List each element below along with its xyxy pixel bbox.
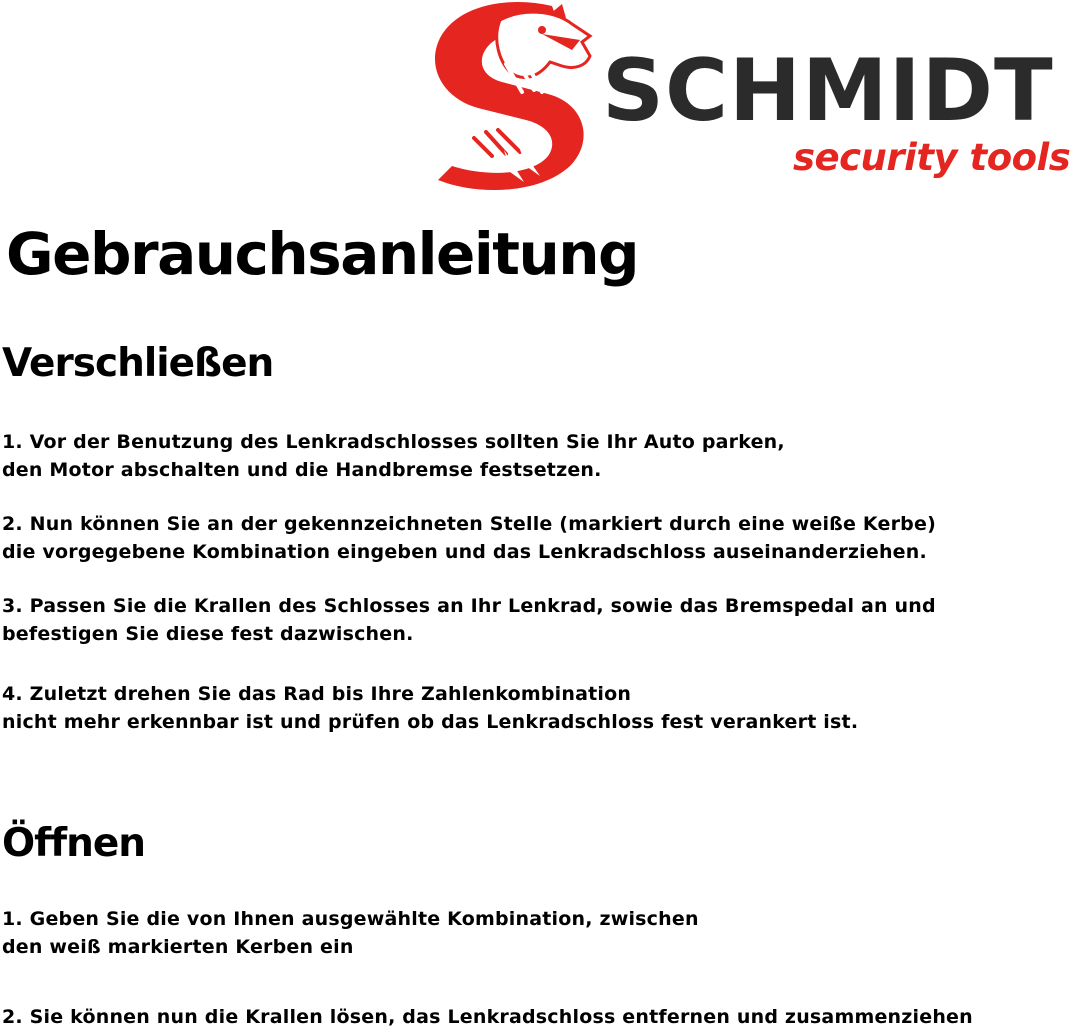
step-open-2 (2, 1003, 973, 1031)
step-open-1 (2, 905, 699, 961)
step-line: den Motor abschalten und die Handbremse festsetzen. (2, 459, 602, 481)
step-line: 3. Passen Sie die Krallen des Schlosses an Ihr Lenkrad, sowie das Bremspedal an und (2, 595, 936, 617)
step-lock-4 (2, 680, 858, 736)
step-lock-1 (2, 428, 785, 484)
step-line: den weiß markierten Kerben ein (2, 936, 354, 958)
section-heading-verschliessen: Verschließen (2, 341, 274, 386)
step-line: 1. Geben Sie die von Ihnen ausgewählte Kombination, zwischen (2, 908, 699, 930)
document-title: Gebrauchsanleitung (6, 220, 639, 288)
step-line: 4. Zuletzt drehen Sie das Rad bis Ihre Zahlenkombination (2, 683, 632, 705)
brand-name: SCHMIDT (602, 41, 1054, 141)
section-heading-oeffnen: Öffnen (2, 821, 146, 866)
brand-logo (430, 0, 1080, 195)
step-line: nicht mehr erkennbar ist und prüfen ob das Lenkradschloss fest verankert ist. (2, 711, 859, 733)
step-lock-2 (2, 510, 936, 566)
step-line: 2. Sie können nun die Krallen lösen, das Lenkradschloss entfernen und zusammenziehen (2, 1006, 973, 1028)
step-line: befestigen Sie diese fest dazwischen. (2, 623, 414, 645)
step-line: 2. Nun können Sie an der gekennzeichneten Stelle (markiert durch eine weiße Kerbe) (2, 513, 936, 535)
brand-tagline: security tools (793, 136, 1071, 179)
bear-claw-logo-icon (430, 0, 600, 192)
step-line: 1. Vor der Benutzung des Lenkradschlosses sollten Sie Ihr Auto parken, (2, 431, 785, 453)
step-line: die vorgegebene Kombination eingeben und das Lenkradschloss auseinanderziehen. (2, 541, 927, 563)
step-lock-3 (2, 592, 936, 648)
